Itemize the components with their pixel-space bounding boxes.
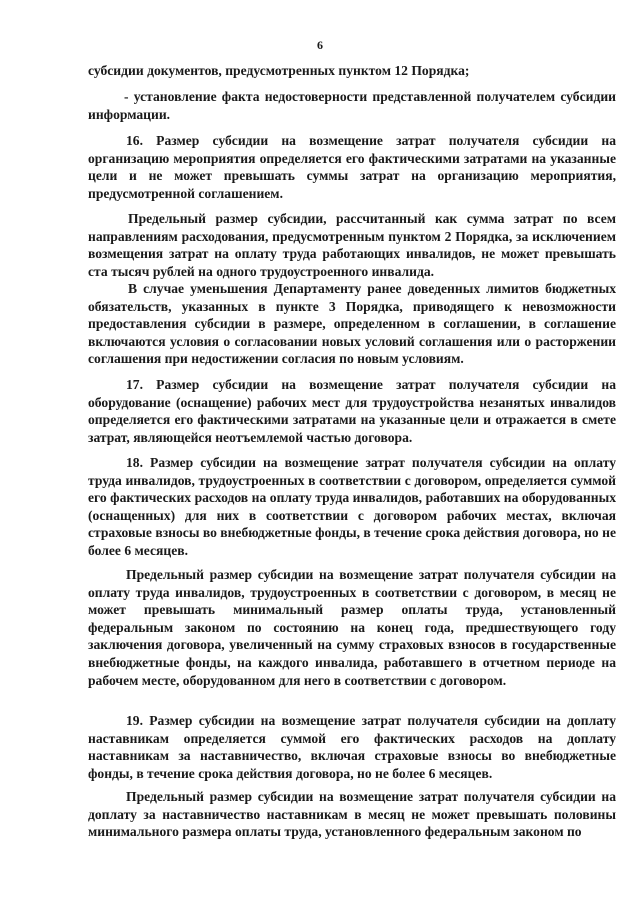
- paragraph-max-subsidy: Предельный размер субсидии, рассчитанный как сумма затрат по всем направлениям расходования, предусмотренным пунктом 2 Порядка, за исключением возмещения затрат на оплату труда работающих инвалидов, не может превышать ста тысяч рублей на одного трудоустроенного инвалида.: [88, 211, 616, 279]
- paragraph-item-16: 16. Размер субсидии на возмещение затрат получателя субсидии на организацию мероприятия определяется его фактическими затратами на указанные цели и не может превышать суммы затрат на организацию мероприятия, предусмотренной соглашением.: [88, 133, 616, 201]
- paragraph-documents-clause: субсидии документов, предусмотренных пунктом 12 Порядка;: [88, 63, 470, 78]
- paragraph-max-labor-subsidy: Предельный размер субсидии на возмещение затрат получателя субсидии на оплату труда инвалидов, трудоустроенных в соответствии с договором, в месяц не может превышать минимальный размер оплаты труда, установленный федеральным законом по состоянию на конец года, предшествующего году заключения договора, увеличенный на сумму страховых взносов в государственные внебюджетные фонды, на каждого инвалида, работавшего в отчетном периоде на рабочем месте, оборудованном для него в соответствии с договором.: [88, 567, 616, 688]
- paragraph-max-mentor-subsidy: Предельный размер субсидии на возмещение затрат получателя субсидии на доплату за наставничество наставникам в месяц не может превышать половины минимального размера оплаты труда, установленного федеральным законом по: [88, 789, 616, 840]
- paragraph-item-17: 17. Размер субсидии на возмещение затрат получателя субсидии на оборудование (оснащение) рабочих мест для трудоустройства незанятых инвалидов определяется его фактическими затратами на указанные цели и отражается в смете затрат, являющейся неотъемлемой частью договора.: [88, 377, 616, 445]
- paragraph-item-18: 18. Размер субсидии на возмещение затрат получателя субсидии на оплату труда инвалидов, трудоустроенных в соответствии с договором, определяется суммой его фактических расходов на оплату труда инвалидов, работавших на оборудованных (оснащенных) для них в соответствии с договором рабочих местах, включая страховые взносы во внебюджетные фонды, в течение срока действия договора, но не более 6 месяцев.: [88, 455, 616, 558]
- paragraph-item-19: 19. Размер субсидии на возмещение затрат получателя субсидии на доплату наставникам определяется суммой его фактических расходов на доплату наставникам за наставничество, включая страховые взносы во внебюджетные фонды, в течение срока действия договора, но не более 6 месяцев.: [88, 713, 616, 781]
- paragraph-false-info-clause: - установление факта недостоверности представленной получателем субсидии информации.: [88, 89, 616, 122]
- page-number: 6: [317, 38, 323, 52]
- paragraph-limits-reduction: В случае уменьшения Департаменту ранее доведенных лимитов бюджетных обязательств, указанных в пункте 3 Порядка, приводящего к невозможности предоставления субсидии в размере, определенном в соглашении, в соглашение включаются условия о согласовании новых условий соглашения или о расторжении соглашения при недостижении согласия по новым условиям.: [88, 281, 616, 367]
